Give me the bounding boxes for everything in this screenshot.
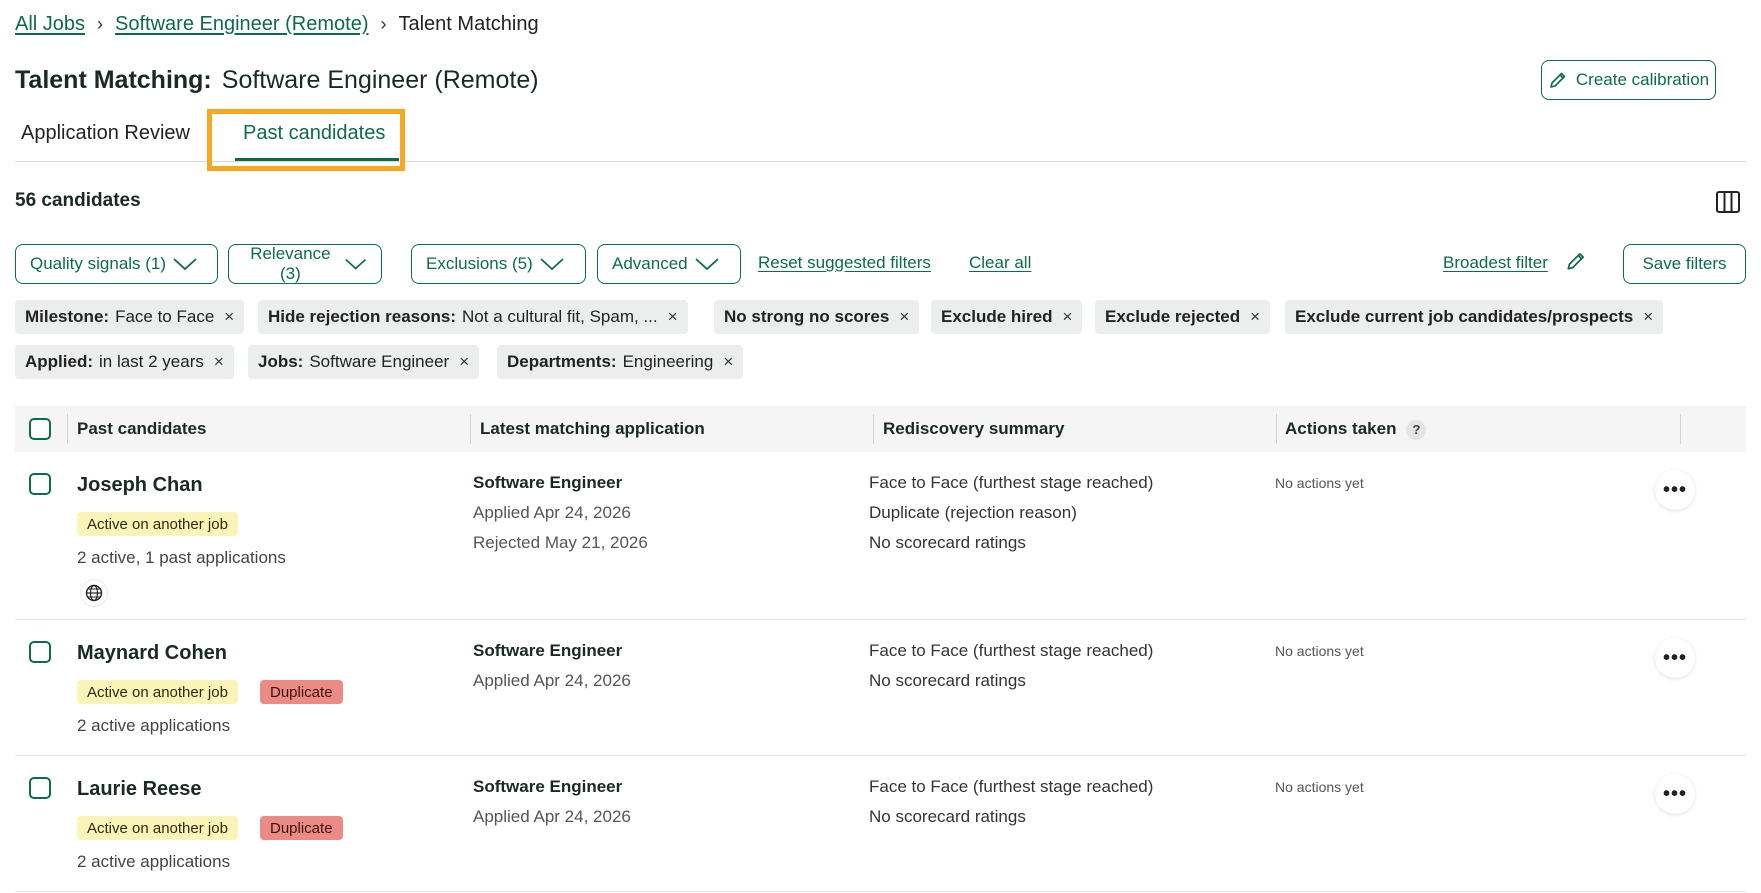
summary-line: Face to Face (furthest stage reached): [869, 777, 1154, 796]
status-badge: Active on another job: [77, 816, 238, 840]
filter-chip-exclude-hired: [931, 300, 1082, 334]
column-header-past-candidates[interactable]: Past candidates: [77, 419, 207, 438]
chevron-down-icon: [172, 256, 198, 272]
close-icon[interactable]: ×: [1062, 307, 1073, 326]
create-calibration-button[interactable]: [1541, 60, 1716, 100]
summary-line: Duplicate (rejection reason): [869, 503, 1077, 522]
column-divider: [67, 414, 68, 444]
chip-label: Hide rejection reasons:: [268, 307, 457, 326]
chip-value: Software Engineer: [309, 352, 450, 371]
actions-taken-text: No actions yet: [1275, 643, 1364, 659]
advanced-filter-button[interactable]: [597, 244, 741, 284]
actions-taken-text: No actions yet: [1275, 475, 1364, 491]
application-count: 2 active applications: [77, 852, 231, 871]
breadcrumb-current: Talent Matching: [398, 12, 539, 35]
globe-icon-graphic: [85, 584, 103, 602]
close-icon[interactable]: ×: [1643, 307, 1654, 326]
chip-label: No strong no scores: [724, 307, 890, 326]
reset-suggested-filters-link[interactable]: Reset suggested filters: [758, 253, 931, 272]
column-header-latest-application[interactable]: Latest matching application: [480, 419, 705, 438]
columns-icon[interactable]: [1715, 190, 1741, 214]
relevance-filter-button[interactable]: [228, 244, 382, 284]
chip-value: Face to Face: [115, 307, 215, 326]
close-icon[interactable]: ×: [224, 307, 235, 326]
table-header: [15, 406, 1746, 452]
application-title[interactable]: Software Engineer: [473, 641, 623, 660]
summary-line: Face to Face (furthest stage reached): [869, 641, 1154, 660]
status-badge: Active on another job: [77, 680, 238, 704]
summary-line: No scorecard ratings: [869, 533, 1026, 552]
application-date: Rejected May 21, 2026: [473, 533, 648, 552]
filter-label: Exclusions (5): [426, 254, 533, 273]
tab-application-review[interactable]: Application Review: [21, 122, 190, 144]
tab-bar: [15, 110, 1746, 162]
chip-label: Exclude rejected: [1105, 307, 1241, 326]
summary-line: No scorecard ratings: [869, 671, 1026, 690]
candidate-count: 56 candidates: [15, 190, 141, 211]
breadcrumb-separator: ›: [380, 13, 387, 34]
candidate-name[interactable]: Joseph Chan: [77, 474, 203, 496]
chip-value: Engineering: [622, 352, 714, 371]
application-date: Applied Apr 24, 2026: [473, 807, 631, 826]
help-icon[interactable]: ?: [1406, 420, 1426, 440]
breadcrumb-separator: ›: [97, 13, 104, 34]
close-icon[interactable]: ×: [899, 307, 910, 326]
filter-chip-exclude-current: [1285, 300, 1663, 334]
chip-label: Jobs:: [258, 352, 304, 371]
close-icon[interactable]: ×: [213, 352, 224, 371]
actions-taken-text: No actions yet: [1275, 779, 1364, 795]
chip-label: Departments:: [507, 352, 617, 371]
close-icon[interactable]: ×: [667, 307, 678, 326]
filter-chip-rejection-reasons: [258, 300, 688, 334]
active-tab-indicator: [235, 158, 399, 161]
filter-label: Advanced: [612, 254, 688, 273]
filter-chip-applied: [15, 345, 234, 379]
table-row: [15, 453, 1746, 620]
column-divider: [470, 414, 471, 444]
breadcrumb-job[interactable]: Software Engineer (Remote): [115, 12, 369, 35]
exclusions-filter-button[interactable]: [411, 244, 586, 284]
candidate-name[interactable]: Maynard Cohen: [77, 642, 228, 664]
filter-label: Quality signals (1): [30, 254, 167, 273]
chip-label: Milestone:: [25, 307, 110, 326]
close-icon[interactable]: ×: [1250, 307, 1261, 326]
chip-value: Not a cultural fit, Spam, ...: [462, 307, 658, 326]
application-title[interactable]: Software Engineer: [473, 473, 623, 492]
breadcrumb-all-jobs[interactable]: All Jobs: [15, 12, 86, 35]
more-options-button[interactable]: •••: [1655, 638, 1695, 678]
save-filters-button[interactable]: Save filters: [1623, 244, 1746, 284]
filter-chip-exclude-rejected: [1095, 300, 1270, 334]
create-calibration-label: Create calibration: [1575, 70, 1710, 89]
page-title: [15, 62, 539, 98]
application-title[interactable]: Software Engineer: [473, 777, 623, 796]
column-header-actions-taken: [1285, 419, 1426, 440]
row-checkbox[interactable]: [29, 777, 51, 799]
table-row: [15, 757, 1746, 892]
tab-past-candidates[interactable]: Past candidates: [243, 122, 386, 144]
close-icon[interactable]: ×: [459, 352, 470, 371]
pencil-icon: [1548, 70, 1568, 90]
pencil-icon[interactable]: [1565, 250, 1587, 272]
filter-chip-milestone: [15, 300, 244, 334]
column-header-rediscovery-summary[interactable]: Rediscovery summary: [883, 419, 1065, 438]
more-options-button[interactable]: •••: [1655, 774, 1695, 814]
chip-label: Exclude hired: [941, 307, 1053, 326]
table-row: [15, 621, 1746, 756]
filter-chip-departments: [497, 345, 743, 379]
clear-all-link[interactable]: Clear all: [969, 253, 1032, 272]
page-title-prefix: Talent Matching:: [15, 65, 212, 94]
filter-chip-jobs: [248, 345, 479, 379]
globe-icon[interactable]: [81, 580, 107, 606]
more-options-button[interactable]: •••: [1655, 470, 1695, 510]
row-checkbox[interactable]: [29, 641, 51, 663]
application-count: 2 active applications: [77, 716, 231, 735]
quality-signals-filter-button[interactable]: [15, 244, 218, 284]
column-header-label: Actions taken: [1285, 419, 1397, 438]
chip-label: Applied:: [25, 352, 93, 371]
select-all-checkbox[interactable]: [29, 418, 51, 440]
application-count: 2 active, 1 past applications: [77, 548, 286, 567]
duplicate-badge: Duplicate: [260, 680, 343, 704]
breadcrumb: [15, 10, 539, 38]
duplicate-badge: Duplicate: [260, 816, 343, 840]
row-checkbox[interactable]: [29, 473, 51, 495]
column-divider: [873, 414, 874, 444]
column-divider: [1680, 414, 1681, 444]
page-title-job: Software Engineer (Remote): [221, 65, 539, 94]
status-badge: Active on another job: [77, 512, 238, 536]
chevron-down-icon: [539, 256, 565, 272]
summary-line: No scorecard ratings: [869, 807, 1026, 826]
chevron-down-icon: [694, 256, 720, 272]
application-date: Applied Apr 24, 2026: [473, 503, 631, 522]
close-icon[interactable]: ×: [723, 352, 734, 371]
chip-label: Exclude current job candidates/prospects: [1295, 307, 1634, 326]
chip-value: in last 2 years: [99, 352, 204, 371]
broadest-filter-link[interactable]: Broadest filter: [1443, 253, 1548, 272]
candidate-name[interactable]: Laurie Reese: [77, 778, 202, 800]
column-divider: [1276, 414, 1277, 444]
filter-chip-no-strong-no: [714, 300, 919, 334]
filter-label: Relevance (3): [250, 244, 331, 283]
chevron-down-icon: [344, 256, 367, 272]
summary-line: Face to Face (furthest stage reached): [869, 473, 1154, 492]
application-date: Applied Apr 24, 2026: [473, 671, 631, 690]
